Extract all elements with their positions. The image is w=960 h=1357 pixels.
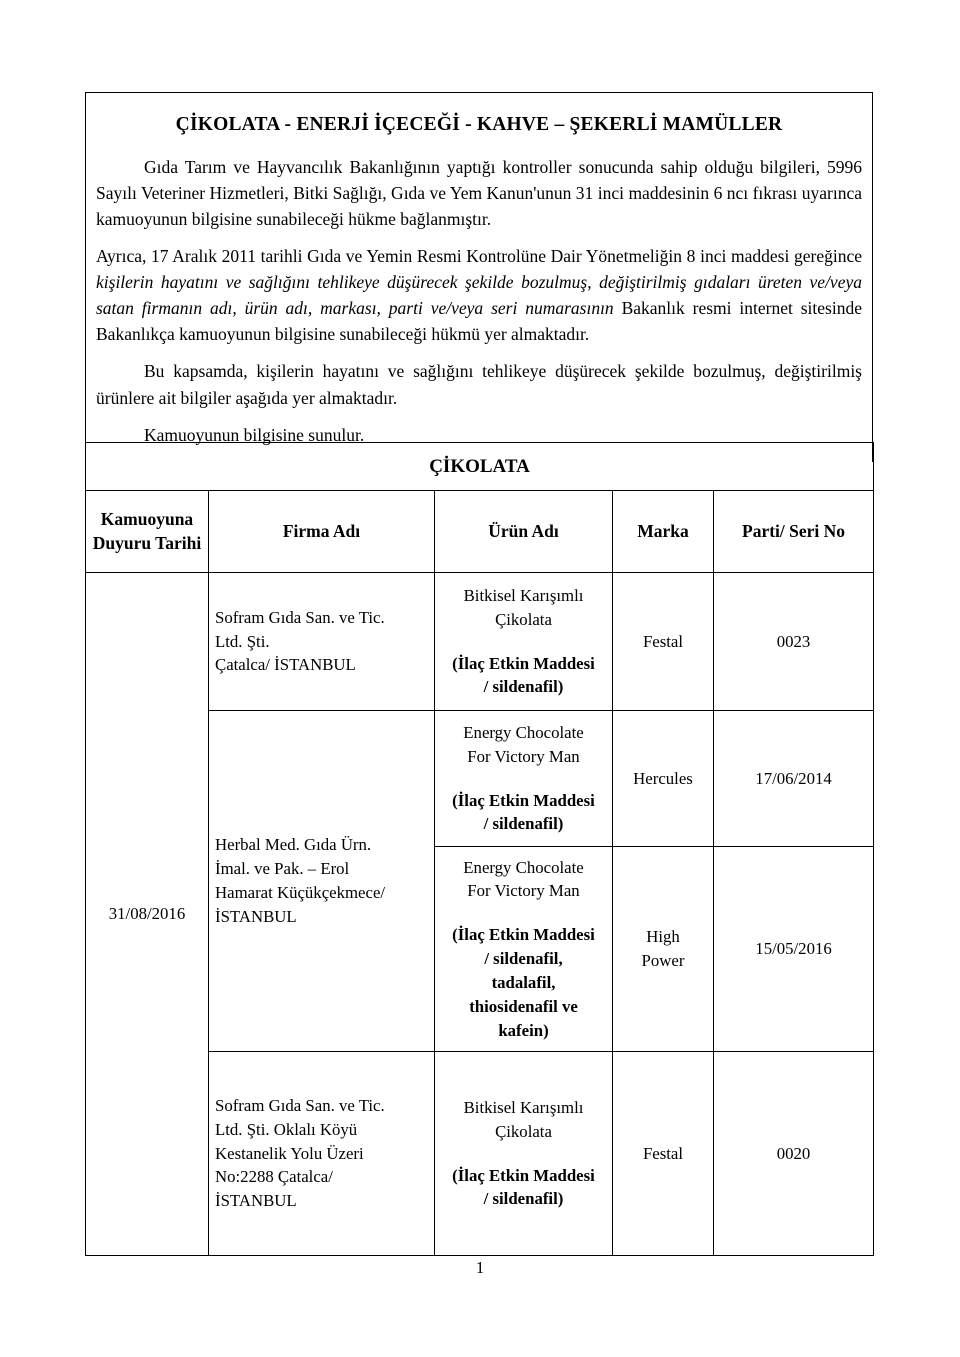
active-substance-line: kafein) <box>498 1020 549 1040</box>
firm-line: Herbal Med. Gıda Ürn. <box>215 835 372 855</box>
paragraph-1: Gıda Tarım ve Hayvancılık Bakanlığının yaptığı kontroller sonucunda sahip olduğu bilgileri, 5996 Sayılı Veteriner Hizmetleri, Bitki Sağlığı, Gıda ve Yem Kanun'unun 31 inci maddesinin 6 ncı fıkrası uyarınca kamuoyunun bilgisine sunabileceği hükme bağlanmıştır. <box>96 157 862 230</box>
firm-line: İmal. ve Pak. – Erol <box>215 859 350 879</box>
active-substance-line: / sildenafil) <box>483 1189 564 1209</box>
active-substance-line: (İlaç Etkin Maddesi <box>452 925 595 945</box>
page-title: ÇİKOLATA - ENERJİ İÇECEĞİ - KAHVE – ŞEKERLİ MAMÜLLER <box>175 114 783 135</box>
cell-firm-name <box>209 573 435 711</box>
cell-announce-date: 31/08/2016 <box>86 573 209 1256</box>
cell-brand <box>613 847 714 1052</box>
active-substance-line: (İlaç Etkin Maddesi <box>452 790 595 810</box>
cell-product-name <box>435 1052 613 1256</box>
firm-line: Ltd. Şti. <box>215 631 270 651</box>
paragraph-4: Kamuoyunun bilgisine sunulur. <box>144 424 365 445</box>
column-header-product: Ürün Adı <box>435 491 613 573</box>
table-band-title: ÇİKOLATA <box>86 443 874 491</box>
brand-line: High <box>646 927 680 947</box>
active-substance-line: / sildenafil) <box>483 814 564 834</box>
active-substance-note <box>441 789 606 837</box>
firm-line: Ltd. Şti. Oklalı Köyü <box>215 1119 358 1139</box>
active-substance-note <box>441 1164 606 1212</box>
cell-product-name <box>435 711 613 847</box>
firm-line: Hamarat Küçükçekmece/ <box>215 883 386 902</box>
cell-firm-name <box>209 711 435 1052</box>
firm-line: İSTANBUL <box>215 1191 297 1211</box>
active-substance-line: (İlaç Etkin Maddesi <box>452 653 595 673</box>
table-header-row <box>86 491 874 573</box>
table-band-row <box>86 443 874 491</box>
product-line: Çikolata <box>495 609 552 629</box>
column-header-batch: Parti/ Seri No <box>714 491 874 573</box>
active-substance-line: (İlaç Etkin Maddesi <box>452 1165 595 1185</box>
product-line: For Victory Man <box>467 881 580 901</box>
firm-line: İSTANBUL <box>215 906 297 926</box>
firm-line: Çatalca/ İSTANBUL <box>215 655 356 675</box>
firm-line: No:2288 Çatalca/ <box>215 1167 333 1187</box>
firm-line: Sofram Gıda San. ve Tic. <box>215 1095 385 1115</box>
product-line: Çikolata <box>495 1121 552 1141</box>
cell-batch-serial: 15/05/2016 <box>714 847 874 1052</box>
product-line: Energy Chocolate <box>463 722 584 742</box>
firm-line: Kestanelik Yolu Üzeri <box>215 1143 364 1163</box>
firm-line: Sofram Gıda San. ve Tic. <box>215 607 385 627</box>
cell-product-name <box>435 847 613 1052</box>
active-substance-note <box>441 923 606 1042</box>
chocolate-listing-table <box>85 442 874 1256</box>
cell-batch-serial: 17/06/2014 <box>714 711 874 847</box>
product-line: Bitkisel Karışımlı <box>463 585 584 605</box>
page-number: 1 <box>475 1258 485 1277</box>
document-page-frame <box>85 92 873 462</box>
active-substance-note <box>441 652 606 700</box>
paragraph-2-tail: Bakanlık resmi internet sitesinde Bakanlıkça kamuoyunun bilgisine sunabileceği hükmü yer almaktadır. <box>96 298 862 345</box>
paragraph-2-italic-clause: kişilerin hayatını ve sağlığını tehlikeye düşürecek şekilde bozulmuş, değiştirilmiş gıdaları üreten ve/veya satan firmanın adı, ürün adı, markası, parti ve/veya seri numarasının <box>96 272 862 319</box>
cell-firm-name <box>209 1052 435 1256</box>
product-line: For Victory Man <box>467 746 580 766</box>
cell-brand: Festal <box>613 1052 714 1256</box>
active-substance-line: / sildenafil, <box>484 949 563 969</box>
paragraph-3: Bu kapsamda, kişilerin hayatını ve sağlığını tehlikeye düşürecek şekilde bozulmuş, değiştirilmiş ürünlere ait bilgiler aşağıda yer almaktadır. <box>96 361 862 408</box>
cell-brand: Hercules <box>613 711 714 847</box>
active-substance-line: / sildenafil) <box>483 677 564 697</box>
paragraph-2 <box>96 243 862 347</box>
cell-product-name <box>435 573 613 711</box>
column-header-date: Kamuoyuna Duyuru Tarihi <box>86 491 209 573</box>
cell-brand: Festal <box>613 573 714 711</box>
brand-line: Power <box>641 951 685 970</box>
column-header-brand: Marka <box>613 491 714 573</box>
paragraph-2-lead: Ayrıca, 17 Aralık 2011 tarihli Gıda ve Yemin Resmi Kontrolüne Dair Yönetmeliğin 8 inci maddesi gereğince <box>96 246 862 267</box>
cell-batch-serial: 0020 <box>714 1052 874 1256</box>
active-substance-line: thiosidenafil ve <box>469 996 578 1016</box>
active-substance-line: tadalafil, <box>491 972 556 992</box>
table-row <box>86 573 874 711</box>
intro-prose-block <box>86 93 872 462</box>
column-header-firm: Firma Adı <box>209 491 435 573</box>
product-line: Energy Chocolate <box>463 857 584 877</box>
cell-batch-serial: 0023 <box>714 573 874 711</box>
product-line: Bitkisel Karışımlı <box>463 1097 584 1117</box>
